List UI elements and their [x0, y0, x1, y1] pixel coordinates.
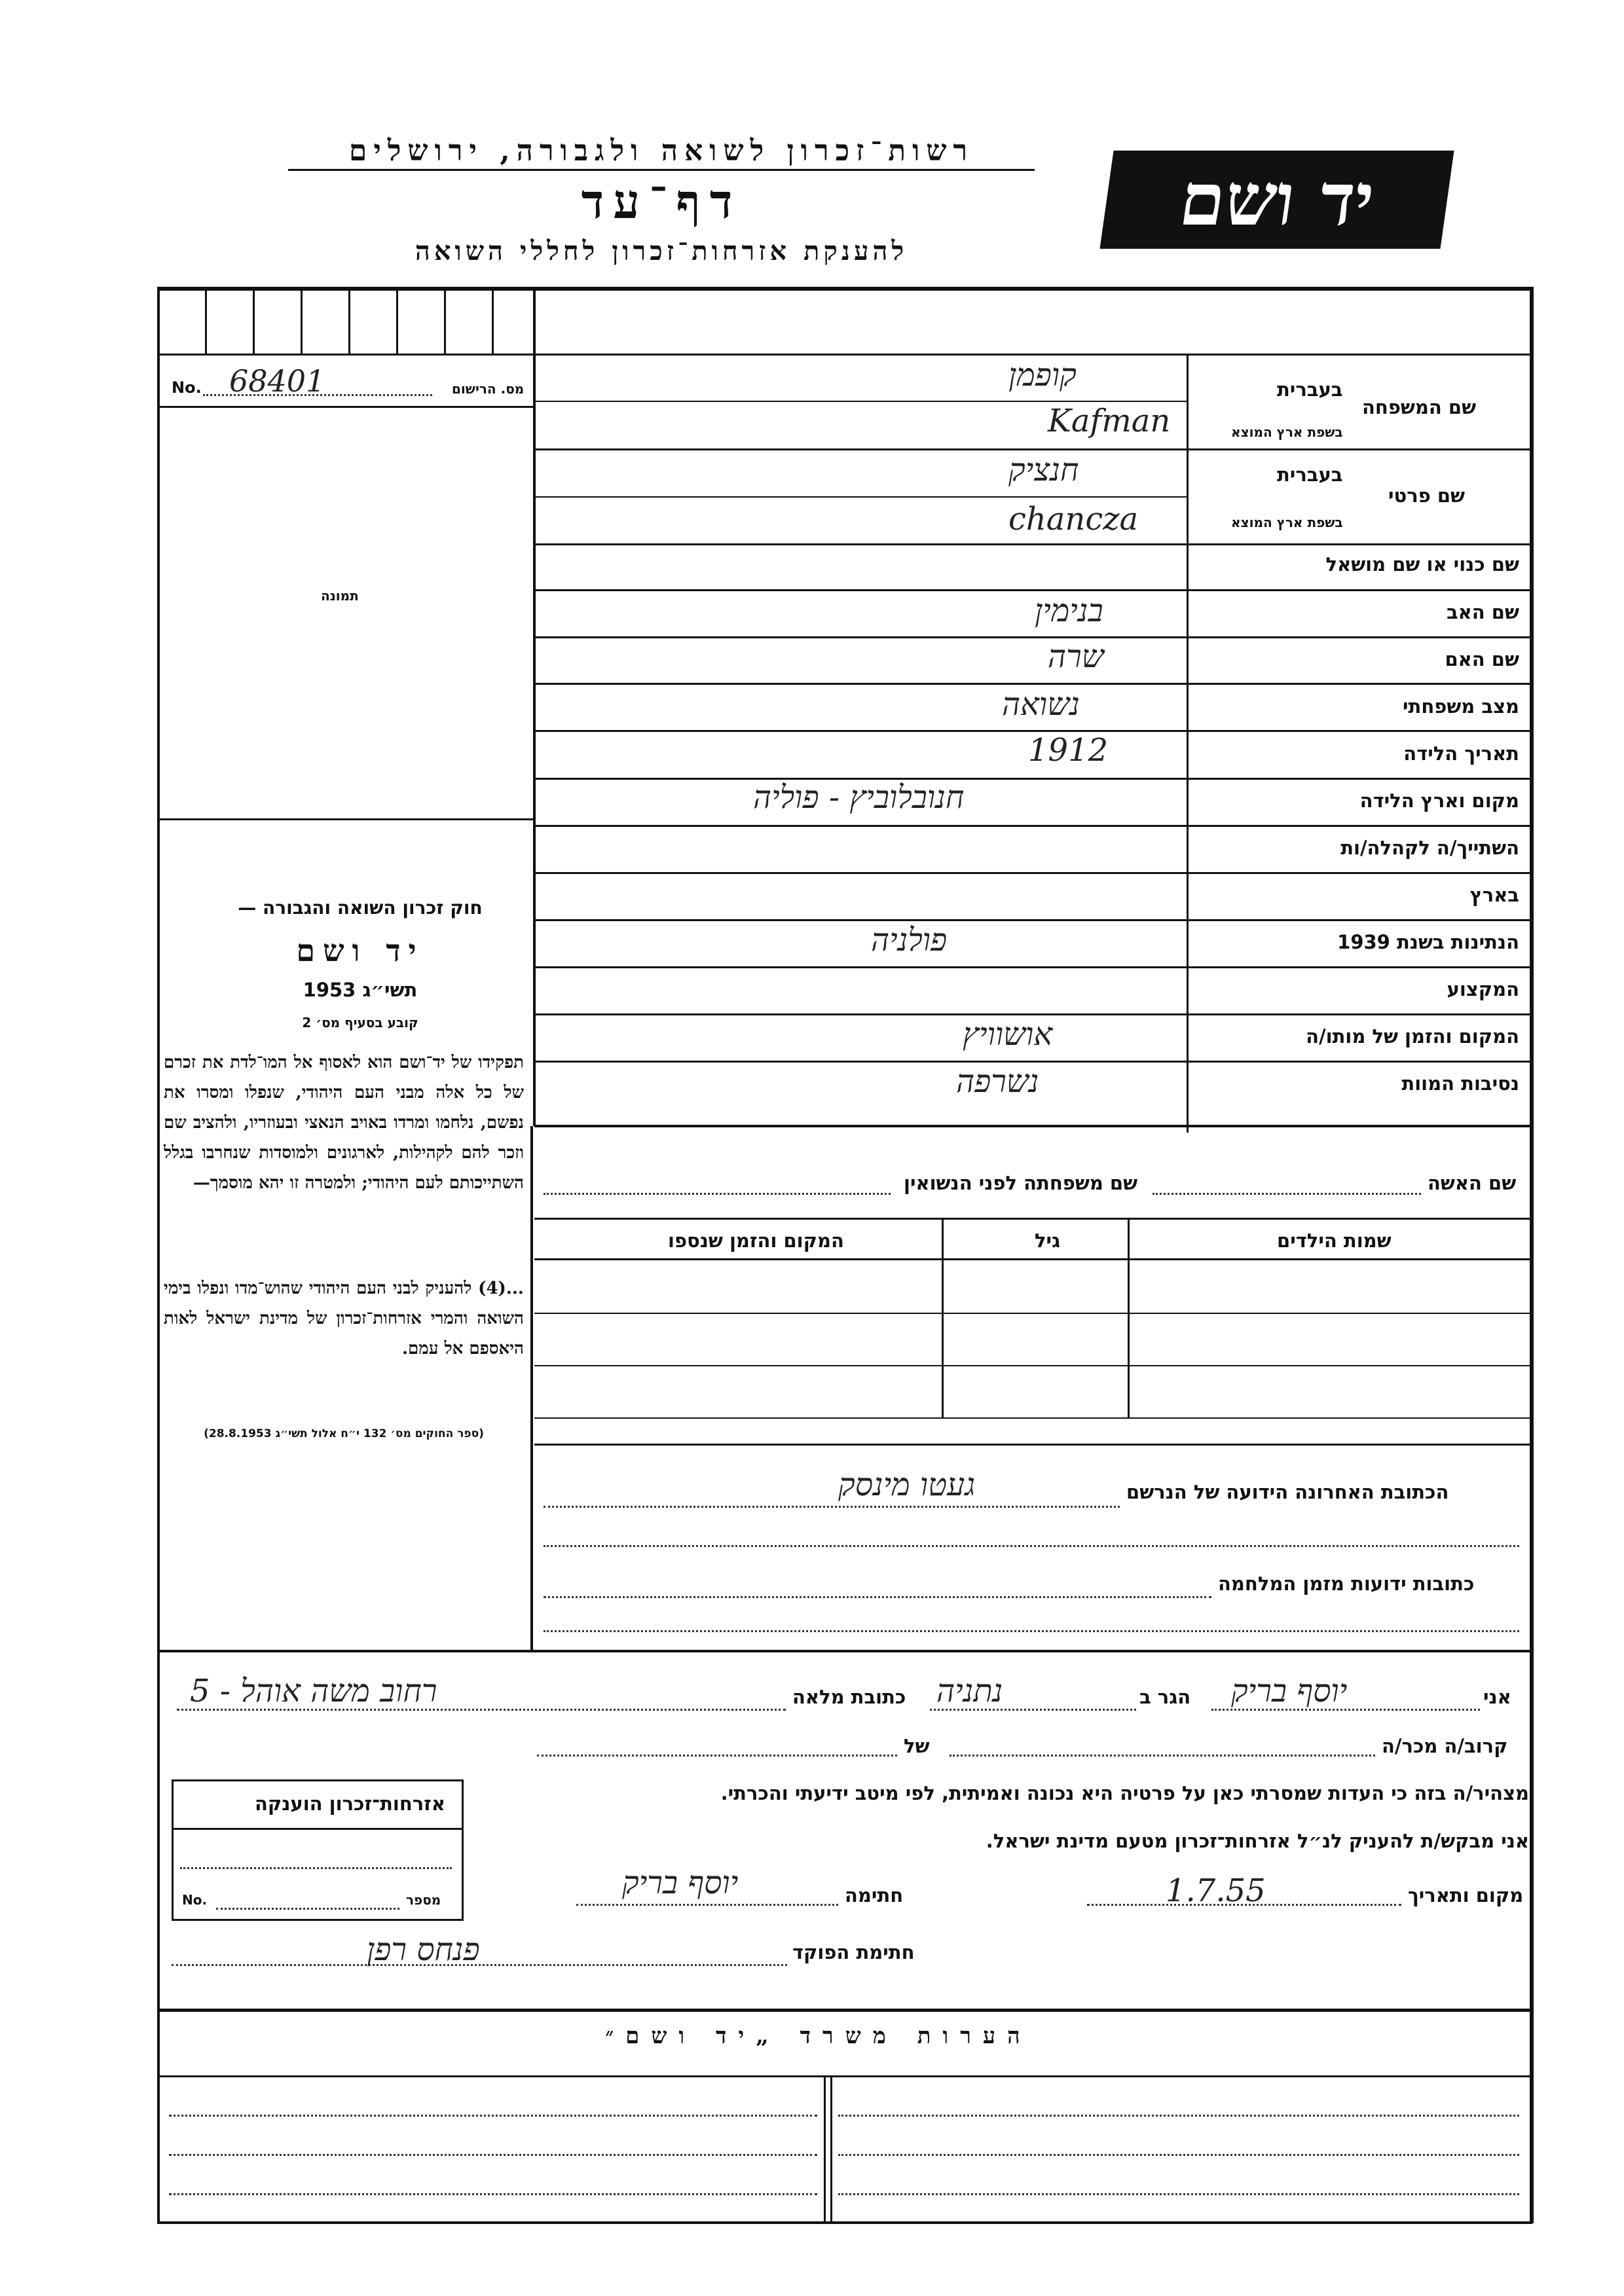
field-mother-label: שם האם [1445, 648, 1519, 670]
field-community-label: השתייך/ה לקהלה/ות [1340, 837, 1519, 859]
law-section: קובע בסעיף מס׳ 2 [302, 1015, 418, 1030]
surname-label: שם המשפחה [1362, 396, 1477, 418]
law-name: יד ושם [296, 933, 424, 968]
surname-hebrew-sub: בעברית [1277, 378, 1343, 401]
field-mother-value: שרה [1048, 638, 1104, 675]
last-address-value: געטו מינסק [838, 1467, 976, 1503]
photo-label: תמונה [321, 588, 359, 604]
field-nickname-label: שם כנוי או שם מושאל [1325, 553, 1519, 575]
field-father-value: בנימין [1035, 592, 1103, 629]
declarant-address: רחוב משה אוהל - 5 [190, 1673, 437, 1709]
field-birthdate-label: תאריך הלידה [1403, 742, 1519, 765]
firstname-hebrew-sub: בעברית [1277, 464, 1343, 486]
field-country-label: בארץ [1469, 884, 1519, 906]
law-year: תשי״ג 1953 [303, 979, 418, 1001]
declarant-date: 1.7.55 [1166, 1872, 1266, 1909]
spouse-label: שם האשה [1428, 1172, 1517, 1194]
yad-vashem-logo: יד ושם [1099, 151, 1454, 249]
children-place-header: המקום והזמן שנספו [668, 1230, 844, 1252]
field-nationality-label: הנתינות בשנת 1939 [1337, 931, 1519, 953]
signature-label: חתימה [845, 1884, 904, 1906]
declarant-of-label: של [904, 1735, 930, 1757]
field-marital-value: נשואה [1002, 686, 1080, 723]
citizenship-number-label: מספר [406, 1892, 441, 1908]
children-age-header: גיל [1035, 1230, 1061, 1252]
registration-number: 68401 [229, 363, 325, 399]
field-death-cause-value: נשרפה [956, 1063, 1039, 1100]
field-birthdate-value: 1912 [1028, 732, 1109, 769]
children-names-header: שמות הילדים [1277, 1230, 1392, 1252]
citizenship-title: אזרחות־זכרון הוענקה [254, 1793, 445, 1815]
surname-local-value: Kafman [1048, 403, 1171, 439]
field-marital-label: מצב משפחתי [1402, 695, 1519, 718]
field-nationality-value: פולניה [871, 922, 948, 958]
law-para2: ...(4) להעניק לבני העם היהודי שהוש־מדו ונפלו בימי השואה והמרי אזרחות־זכרון של מדינת ישראל לאות היאספם אל עמם. [164, 1279, 524, 1358]
law-ref: (ספר החוקים מס׳ 132 י״ח אלול תשי״ג 28.8.1953) [204, 1427, 484, 1440]
field-profession-label: המקצוע [1447, 978, 1519, 1000]
field-father-label: שם האב [1446, 601, 1519, 623]
last-address-label: הכתובת האחרונה הידועה של הנרשם [1126, 1481, 1449, 1503]
firstname-label: שם פרטי [1388, 484, 1466, 507]
firstname-local-sub: בשפת ארץ המוצא [1231, 515, 1343, 530]
page-subtitle: להענקת אזרחות־זכרון לחללי השואה [415, 236, 908, 266]
surname-local-sub: בשפת ארץ המוצא [1231, 424, 1343, 440]
surname-hebrew-value: קופמן [1008, 357, 1077, 393]
firstname-local-value: chancza [1008, 501, 1139, 538]
registration-no-label: No. [172, 378, 202, 397]
field-death-place-value: אושוויץ [963, 1016, 1053, 1053]
declarant-resides-label: הגר ב [1139, 1686, 1191, 1708]
law-title: חוק זכרון השואה והגבורה — [238, 897, 483, 919]
request-text: אני מבקש/ת להעניק לנ״ל אזרחות־זכרון מטעם מדינת ישראל. [986, 1830, 1529, 1852]
declarant-i-label: אני [1483, 1686, 1511, 1708]
firstname-hebrew-value: חנציק [1008, 452, 1079, 488]
field-death-cause-label: נסיבות המוות [1401, 1072, 1519, 1095]
page-title: דף־עד [581, 173, 742, 229]
declarant-city: נתניה [936, 1673, 1003, 1709]
declarant-relative-label: קרוב/ה מכר/ה [1382, 1735, 1508, 1757]
citizenship-no-label: No. [182, 1892, 208, 1908]
declarant-address-label: כתובת מלאה [792, 1686, 906, 1708]
spouse-maiden-label: שם משפחתה לפני הנשואין [904, 1172, 1138, 1194]
place-date-label: מקום ותאריך [1408, 1884, 1524, 1906]
field-birthplace-value: חנובלוביץ - פוליה [753, 779, 965, 816]
officer-signature-label: חתימת הפוקד [792, 1941, 915, 1963]
field-death-place-label: המקום והזמן של מותו/ה [1306, 1025, 1519, 1048]
declarant-name: יוסף בריק [1231, 1673, 1348, 1709]
office-notes-title: הערות משרד „יד ושם״ [605, 2023, 1032, 2049]
authority-title: רשות־זכרון לשואה ולגבורה, ירושלים [348, 134, 974, 168]
field-birthplace-label: מקום וארץ הלידה [1359, 790, 1519, 812]
war-addresses-label: כתובות ידועות מזמן המלחמה [1218, 1573, 1475, 1595]
law-para1: תפקידו של יד־ושם הוא לאסוף אל המו־לדת את זכרם של כל אלה מבני העם היהודי, שנפלו ומסרו את נפשם, נלחמו ומרדו באויב הנאצי ובעוזריו, ולהציב שם וזכר להם לקהילות, לארגונים ולמוסדות שנחרבו בגלל השתייכותם לעם היהודי; ולמטרה זו יהא מוסמך— [164, 1053, 524, 1193]
registration-label: מס. הרישום [452, 381, 525, 397]
declarant-signature: יוסף בריק [622, 1865, 739, 1901]
declaration-text: מצהיר/ה בזה כי העדות שמסרתי כאן על פרטיה היא נכונה ואמיתית, לפי מיטב ידיעתי והכרתי. [720, 1782, 1529, 1804]
officer-signature: פנחס רפן [367, 1931, 480, 1968]
